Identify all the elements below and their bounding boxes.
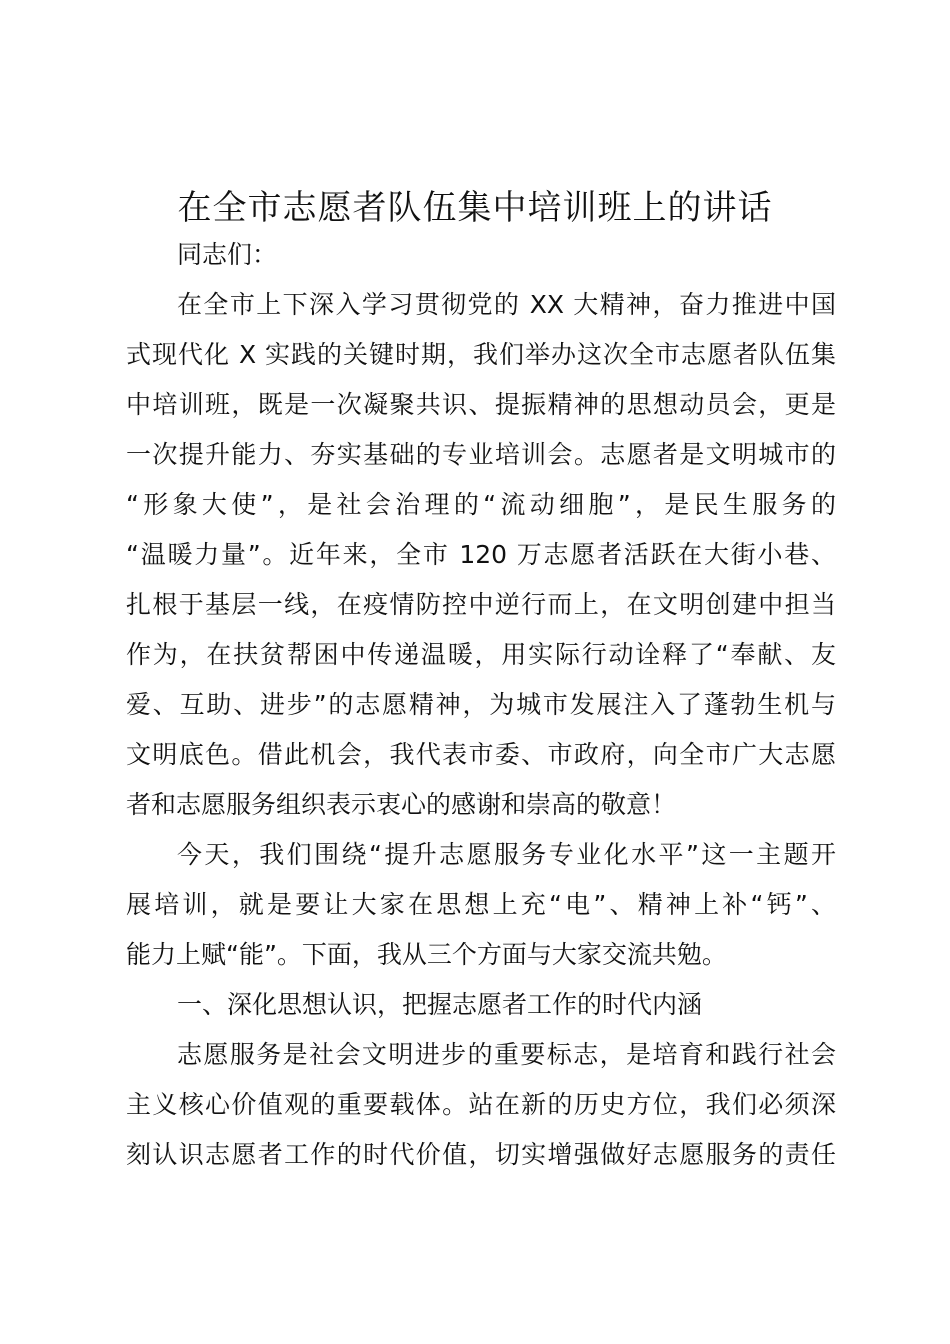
section-heading: 一、深化思想认识，把握志愿者工作的时代内涵	[177, 990, 703, 1019]
body-line: 展培训，就是要让大家在思想上充“电”、精神上补“钙”、	[126, 890, 836, 919]
body-line: “形象大使”，是社会治理的“流动细胞”，是民生服务的	[126, 490, 836, 519]
salutation: 同志们：	[177, 240, 278, 269]
body-line: “温暖力量”。近年来，全市 120 万志愿者活跃在大街小巷、	[126, 540, 836, 569]
body-line: 在全市上下深入学习贯彻党的 XX 大精神，奋力推进中国	[177, 290, 836, 319]
body-line: 作为，在扶贫帮困中传递温暖，用实际行动诠释了“奉献、友	[126, 640, 836, 669]
body-line: 志愿服务是社会文明进步的重要标志，是培育和践行社会	[177, 1040, 836, 1069]
body-line: 能力上赋“能”。下面，我从三个方面与大家交流共勉。	[126, 940, 727, 969]
body-line: 扎根于基层一线，在疫情防控中逆行而上，在文明创建中担当	[126, 590, 836, 619]
body-line: 刻认识志愿者工作的时代价值，切实增强做好志愿服务的责任	[126, 1140, 836, 1169]
body-line: 式现代化 X 实践的关键时期，我们举办这次全市志愿者队伍集	[126, 340, 836, 369]
body-line: 者和志愿服务组织表示衷心的感谢和崇高的敬意！	[126, 790, 677, 819]
body-line: 爱、互助、进步”的志愿精神，为城市发展注入了蓬勃生机与	[126, 690, 836, 719]
body-line: 文明底色。借此机会，我代表市委、市政府，向全市广大志愿	[126, 740, 836, 769]
body-line: 今天，我们围绕“提升志愿服务专业化水平”这一主题开	[177, 840, 836, 869]
body-line: 一次提升能力、夯实基础的专业培训会。志愿者是文明城市的	[126, 440, 836, 469]
body-line: 主义核心价值观的重要载体。站在新的历史方位，我们必须深	[126, 1090, 836, 1119]
body-line: 中培训班，既是一次凝聚共识、提振精神的思想动员会，更是	[126, 390, 836, 419]
document-title: 在全市志愿者队伍集中培训班上的讲话	[177, 188, 773, 228]
